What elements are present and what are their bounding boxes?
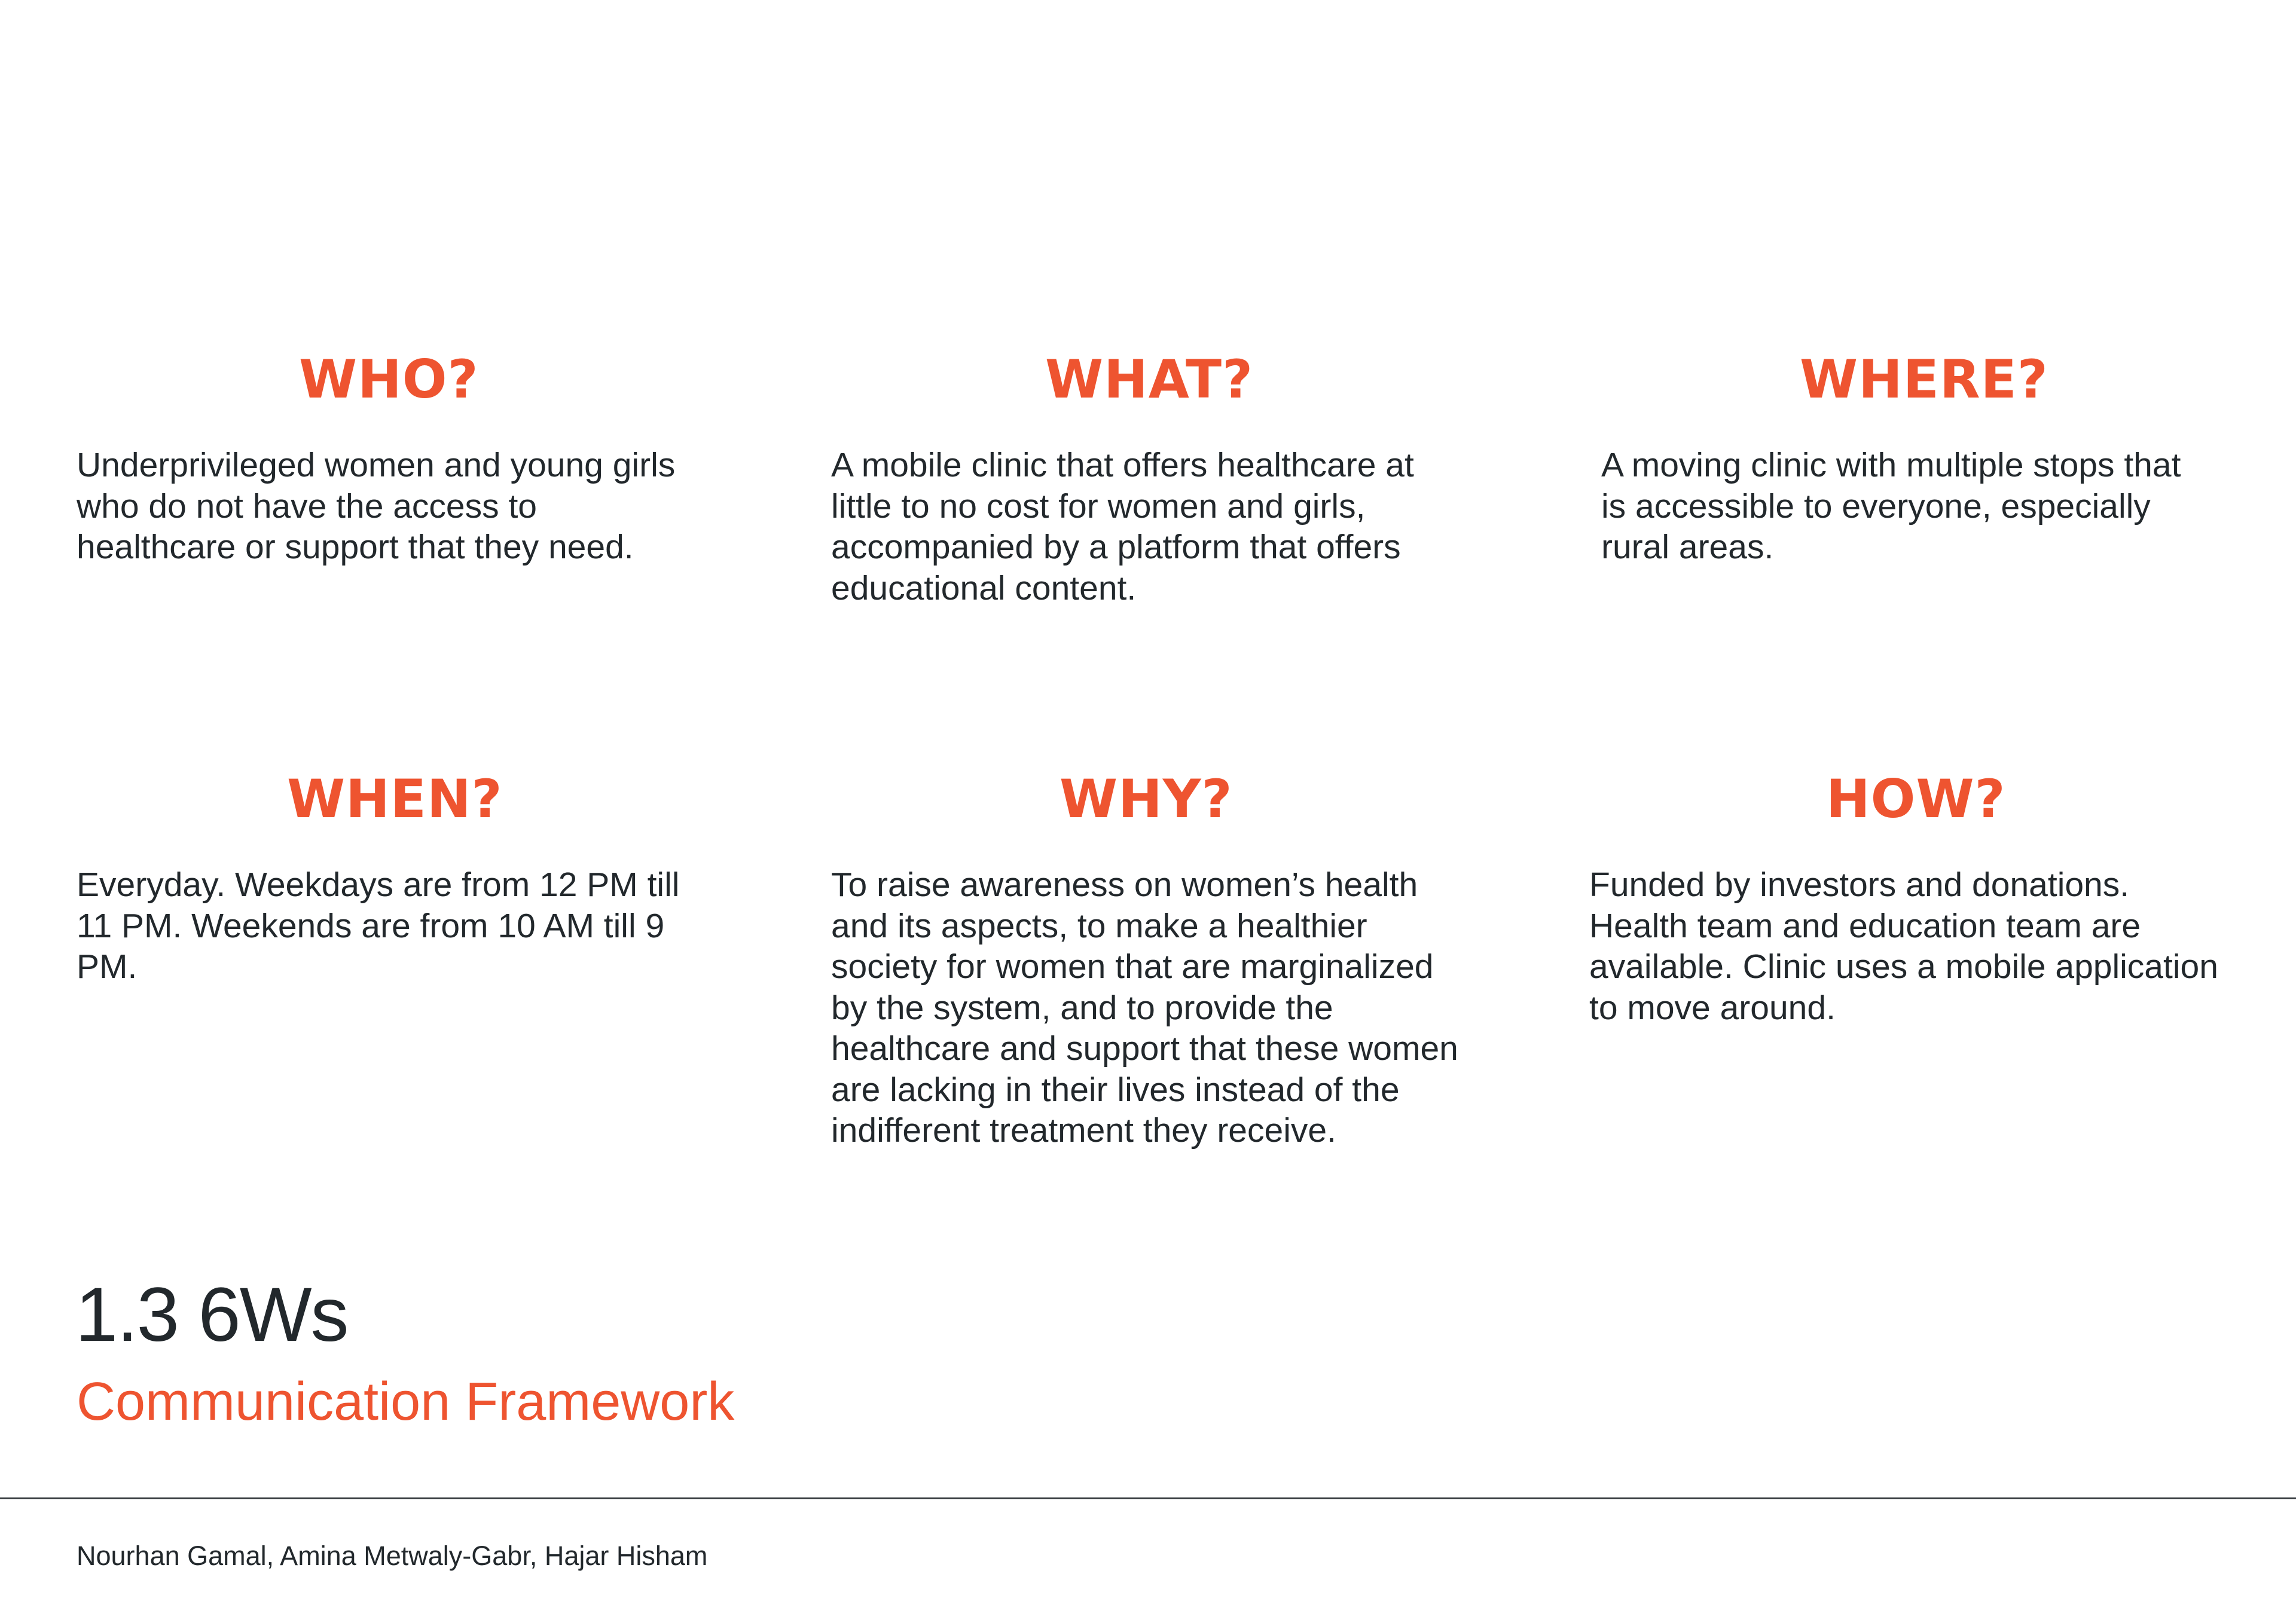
what-body: A mobile clinic that offers healthcare at little to no cost for women and girls, accompanied by a platform that offers educational content. xyxy=(831,446,1414,607)
section-number-title: 1.3 6Ws xyxy=(75,1272,348,1358)
why-heading: WHY? xyxy=(1060,768,1233,830)
when-heading: WHEN? xyxy=(287,768,503,830)
section-subtitle: Communication Framework xyxy=(77,1372,735,1432)
where-body: A moving clinic with multiple stops that is accessible to everyone, especially rural areas. xyxy=(1601,446,2181,566)
how-body: Funded by investors and donations. Health team and education team are available. Clinic uses a mobile application to move around. xyxy=(1589,866,2218,1027)
how-heading: HOW? xyxy=(1826,768,2006,830)
what-heading: WHAT? xyxy=(1045,349,1254,410)
footer-divider xyxy=(0,1497,2296,1499)
where-heading: WHERE? xyxy=(1800,349,2048,410)
why-body: To raise awareness on women’s health and its aspects, to make a healthier society for women that are marginalized by the system, and to provide the healthcare and support that these women are lacking in their lives instead of the indifferent treatment they receive. xyxy=(831,866,1458,1150)
authors-footer: Nourhan Gamal, Amina Metwaly-Gabr, Hajar Hisham xyxy=(77,1541,708,1571)
who-heading: WHO? xyxy=(299,349,479,410)
when-body: Everyday. Weekdays are from 12 PM till 11 PM. Weekends are from 10 AM till 9 PM. xyxy=(77,866,680,986)
who-body: Underprivileged women and young girls who do not have the access to healthcare or support that they need. xyxy=(77,446,676,566)
